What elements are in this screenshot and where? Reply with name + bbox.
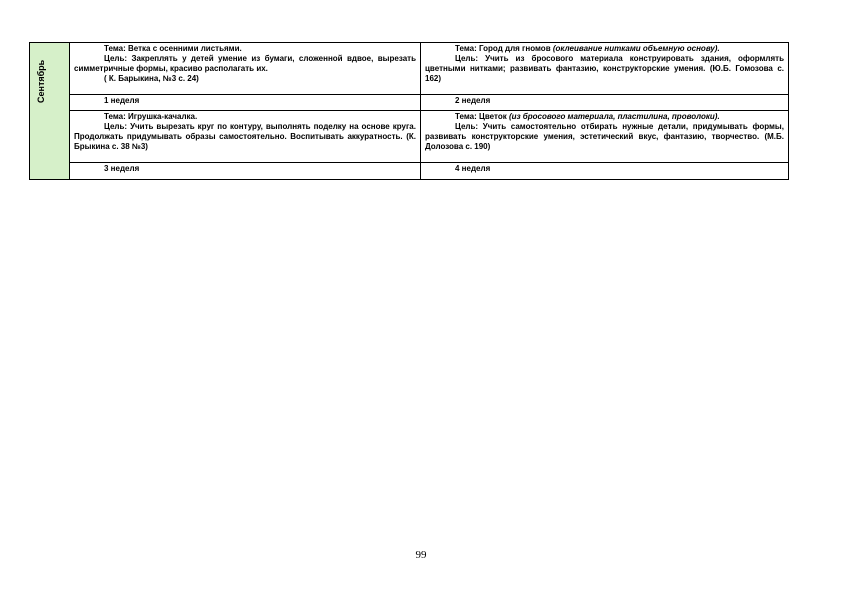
month-label: Сентябрь: [36, 59, 46, 103]
month-cell: [30, 43, 70, 180]
theme-line: Тема: Город для гномов (оклеивание нитками объемную основу).: [455, 44, 720, 53]
goal-text: Закреплять у детей умение из бумаги, сложенной вдвое, вырезать симметричные формы, красиво располагать их.: [74, 54, 416, 73]
goal-text: Учить из бросового материала конструировать здания, оформлять цветными нитками; развивать фантазию, конструкторские умения.: [425, 54, 784, 73]
theme-note: (из бросового материала, пластилина, проволоки).: [508, 112, 720, 122]
theme-text: Игрушка-качалка.: [128, 112, 198, 122]
week-label-1: 1 неделя: [70, 94, 421, 111]
goal-line: Цель: Учить из бросового материала конструировать здания, оформлять цветными нитками; развивать фантазию, конструкторские умения. (Ю.Б. Гомозова с. 162): [425, 54, 784, 83]
theme-line: Тема: Ветка с осенними листьями.: [104, 44, 242, 53]
goal-text: Учить вырезать круг по контуру, выполнять поделку на основе круга. Продолжать придумывать образы самостоятельно. Воспитывать аккуратность.: [74, 122, 416, 142]
source-line: ( К. Барыкина, №3 с. 24): [104, 74, 199, 83]
source-text: (К. Брыкина с. 38 №3): [74, 132, 416, 152]
lesson-cell-week4: [421, 111, 789, 163]
goal-text: Учить самостоятельно отбирать нужные детали, придумывать формы, развивать конструкторские умения, эстетический вкус, фантазию, творчество.: [425, 122, 784, 142]
theme-line: Тема: Цветок (из бросового материала, пластилина, проволоки).: [455, 112, 720, 122]
lesson-cell-week1: [70, 43, 421, 95]
theme-text: Ветка с осенними листьями.: [128, 44, 242, 53]
theme-line: Тема: Игрушка-качалка.: [104, 112, 198, 122]
theme-note: (оклеивание нитками объемную основу).: [552, 44, 720, 53]
week-label-2: 2 неделя: [421, 94, 789, 111]
source-text: (Ю.Б. Гомозова с. 162): [425, 64, 784, 83]
goal-line: Цель: Закреплять у детей умение из бумаги, сложенной вдвое, вырезать симметричные формы, красиво располагать их.: [74, 54, 416, 73]
lesson-cell-week2: [421, 43, 789, 95]
theme-text: Город для гномов: [479, 44, 551, 53]
page-number: 99: [415, 549, 427, 561]
goal-line: Цель: Учить вырезать круг по контуру, выполнять поделку на основе круга. Продолжать придумывать образы самостоятельно. Воспитывать аккуратность. (К. Брыкина с. 38 №3): [74, 122, 416, 152]
source-text: (М.Б. Долозова с. 190): [425, 132, 784, 152]
week-label-3: 3 неделя: [70, 163, 421, 180]
lesson-plan-table: [29, 42, 789, 180]
lesson-cell-week3: [70, 111, 421, 163]
theme-text: Цветок: [479, 112, 507, 122]
goal-line: Цель: Учить самостоятельно отбирать нужные детали, придумывать формы, развивать конструкторские умения, эстетический вкус, фантазию, творчество. (М.Б. Долозова с. 190): [425, 122, 784, 152]
week-label-4: 4 неделя: [421, 163, 789, 180]
